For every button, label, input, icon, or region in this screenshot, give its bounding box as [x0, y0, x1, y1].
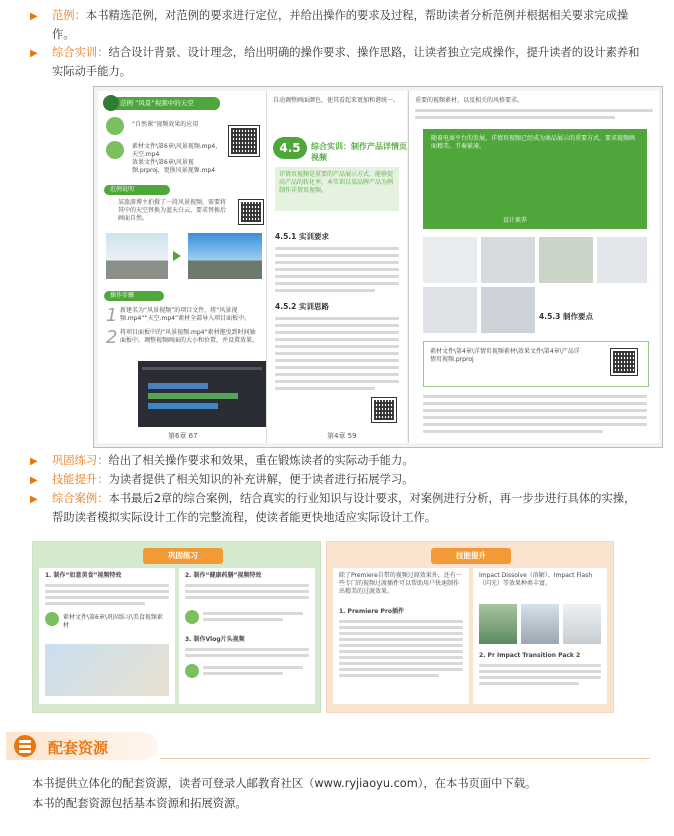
sky-after-image: [188, 233, 262, 279]
bullet-term: 综合实训: [52, 46, 98, 59]
skill-image: [479, 604, 517, 644]
practice-tab: 巩固练习: [143, 548, 223, 564]
left-page: 范例 “风景”视频中的天空 “自然课”视频效果的应用 素材文件\第6章\风景视频.mp4、天空.mp4 效果文件\第6章\风景视频.prproj、更换风景视频.mp4 范例说明 某旅游博主拍摄了一段风景视频，需要将其中的天空替换为蓝天白云，要求替换后画面自然。 操作步骤 1 新建名为“风景视频”的项目文件，将“风景视频.mp4”“天空.mp4”素材全部导入项目面板中。 2 将项目面板中的“风景视频.mp4”素材拖曳到时间轴面板中，调整视频画面的大小和位置，并设置效果。 第6章 67: [98, 91, 366, 443]
example-header-bar: 范例 “风景”视频中的天空: [104, 97, 220, 110]
steps-header-bar: 操作步骤: [104, 291, 164, 301]
qr-code: [371, 397, 397, 423]
qr-code: [228, 125, 260, 157]
step-number-1: 1: [106, 305, 118, 326]
resources-line-1: 本书提供立体化的配套资源，读者可登录人邮教育社区（www.ryjiaoyu.com），在本书页面中下载。: [32, 777, 537, 790]
bullet-text: 本书精选范例，对范例的要求进行定位，并给出操作的要求及过程，帮助读者分析范例并根据相关要求完成操作。: [52, 9, 629, 41]
qr-code: [238, 199, 264, 225]
bullet-skill: ▶ 技能提升：为读者提供了相关知识的补充讲解，便于读者进行拓展学习。: [30, 470, 644, 489]
product-image: [423, 237, 477, 283]
arrow-right-icon: ▶: [30, 48, 38, 59]
arrow-right-icon: ▶: [30, 475, 38, 486]
skill-card-right: Impact Dissolve（溶解）、Impact Flash（闪光）等效果种类丰富。 2. Pr Impact Transition Pack 2: [473, 568, 607, 704]
file-icon: [45, 612, 59, 626]
skill-image: [521, 604, 559, 644]
bullet-term: 范例: [52, 9, 75, 22]
section-desc-box: 详情页视频是重要的产品展示方式，能够提高产品的转化率，本实训以某品牌产品为例制作详情页视频。: [275, 167, 399, 211]
skill-image: [563, 604, 601, 644]
premiere-timeline-screenshot: [138, 361, 266, 427]
skill-card-left: 除了Premiere自带的视频过渡效果外，还有一些专门的视频过渡插件可以帮助用户快速制作出精美的过渡效果。 1. Premiere Pro插件: [333, 568, 469, 704]
bullet-case: ▶ 综合案例：本书最后2章的综合案例，结合真实的行业知识与设计要求，对案例进行分析，再一步步进行具体的实操，帮助读者模拟实际设计工作的完整流程，使读者能更快地适应实际设计工作。: [30, 492, 636, 524]
product-image: [481, 287, 535, 333]
bullet-practice: ▶ 巩固练习：给出了相关操作要求和效果，重在锻炼读者的实际动手能力。: [30, 451, 644, 470]
file-icon: [185, 610, 199, 624]
skill-tab: 技能提升: [431, 548, 511, 564]
section-title: 综合实训：制作产品详情页视频: [311, 142, 407, 162]
product-images-grid: [423, 237, 647, 333]
files-box: 素材文件\第4章\详情页视频素材\效果文件\第4章\产品详情页视频.prproj: [423, 341, 649, 387]
sky-before-image: [106, 233, 168, 279]
knowledge-icon: [106, 117, 124, 135]
example-badge-icon: [103, 95, 119, 111]
practice-card-left: 1. 制作“如意美食”视频特效 素材文件\第6章\巩固练习\美食视频素材: [39, 568, 175, 704]
product-image: [539, 237, 593, 283]
example-intro-bar: 范例说明: [104, 185, 170, 195]
book-page-skill: [326, 541, 614, 713]
bullet-example: ▶ 范例：本书精选范例，对范例的要求进行定位，并给出操作的要求及过程，帮助读者分析范例并根据相关要求完成操作。: [30, 9, 629, 41]
design-literacy-box: 随着电商平台的发展，详情页视频已经成为商品展示的重要方式，要求视频画面精美、节奏紧凑。 设计素养: [423, 129, 647, 229]
product-image: [597, 237, 647, 283]
practice-card-right: 2. 制作“健康药膳”视频特效 3. 制作Vlog片头视频: [179, 568, 315, 704]
practice-result-image: [45, 644, 169, 696]
book-spread-example-training: [93, 86, 663, 448]
step-number-2: 2: [106, 327, 118, 348]
section-number-circle: 4.5: [273, 137, 307, 159]
product-image: [423, 287, 477, 333]
layers-icon: [14, 735, 36, 757]
resources-divider: [160, 758, 650, 759]
arrow-right-icon: [173, 251, 181, 261]
arrow-right-icon: ▶: [30, 494, 38, 505]
qr-code: [610, 348, 638, 376]
design-literacy-tag: 设计素养: [503, 217, 528, 224]
bullet-text: 结合设计背景、设计理念，给出明确的操作要求、操作思路，让读者独立完成操作，提升读者的设计素养和实际动手能力。: [52, 46, 640, 78]
resources-line-2: 本书的配套资源包括基本资源和拓展资源。: [32, 797, 247, 810]
arrow-right-icon: ▶: [30, 456, 38, 467]
right-page: 重要的视频素材，以及相关的风格要求。 随着电商平台的发展，详情页视频已经成为商品展示的重要方式，要求视频画面精美、节奏紧凑。 设计素养 4.5.3 制作要点 素材文件\第4章\详情页视频素材\效果文件\第4章\产品详情页视频.prproj: [408, 91, 659, 443]
file-icon: [185, 664, 199, 678]
arrow-right-icon: ▶: [30, 11, 38, 22]
middle-page: 自动调整画面颜色，使其看起来更加和谐统一。 4.5 综合实训：制作产品详情页视频 详情页视频是重要的产品展示方式，能够提高产品的转化率，本实训以某品牌产品为例制作详情页视频。 4.5.1 实训要求 4.5.2 实训思路 第4章 59: [266, 91, 407, 443]
bullet-training: ▶ 综合实训：结合设计背景、设计理念，给出明确的操作要求、操作思路，让读者独立完成操作，提升读者的设计素养和实际动手能力。: [30, 46, 640, 78]
file-icon: [106, 141, 124, 159]
book-page-practice: [32, 541, 321, 713]
resources-title: 配套资源: [48, 739, 109, 757]
product-image: [481, 237, 535, 283]
